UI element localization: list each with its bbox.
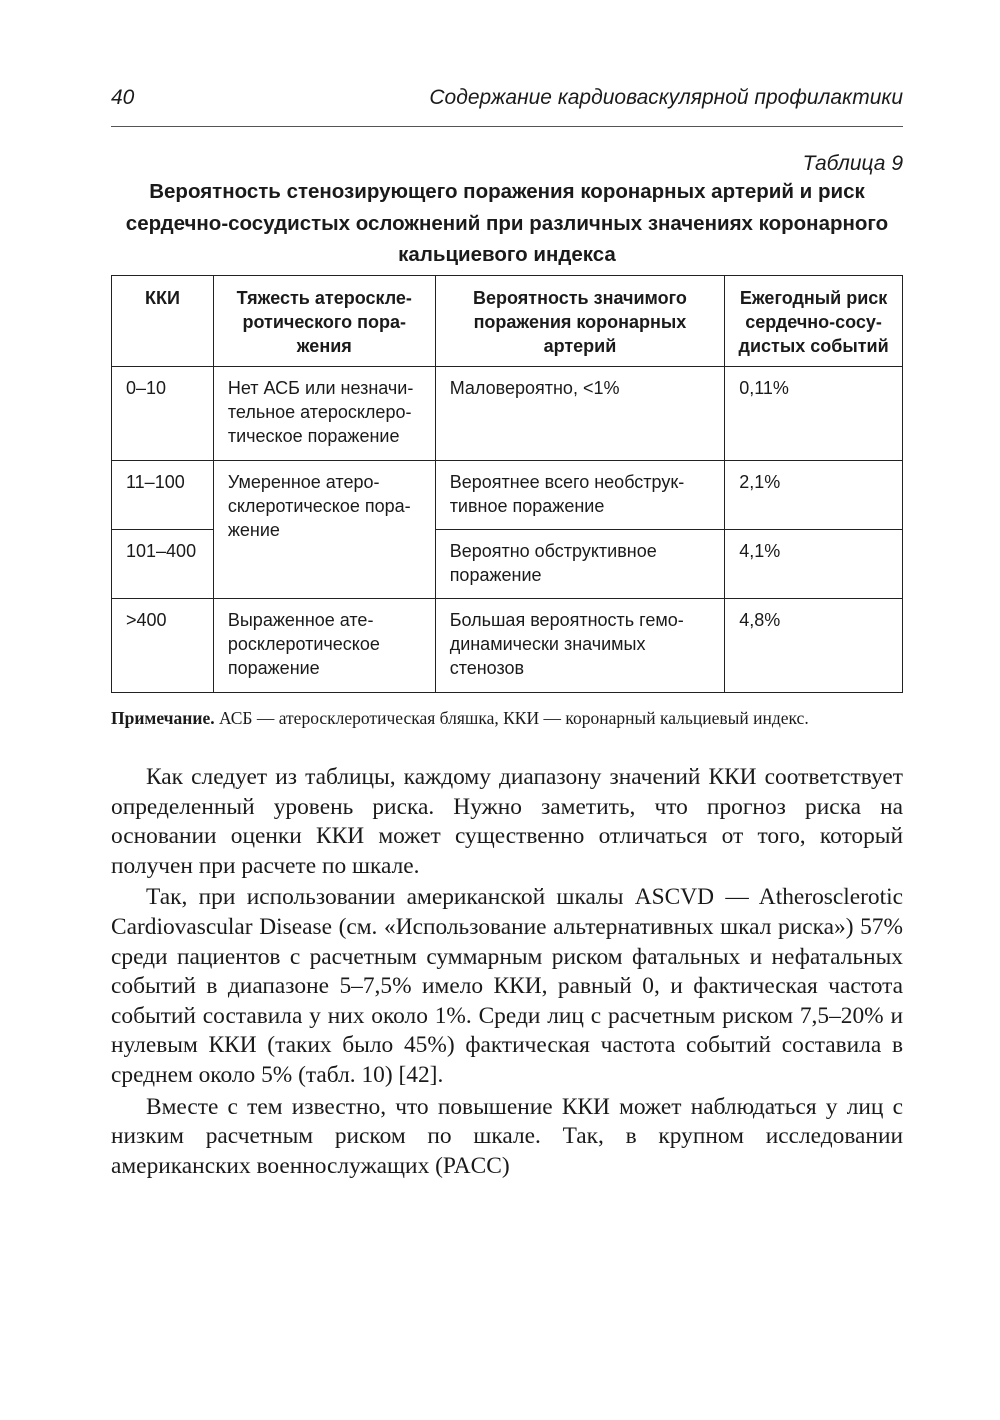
- running-title: Содержание кардиоваскулярной профилактики: [429, 86, 903, 109]
- page-header: [111, 86, 903, 120]
- paragraph: Так, при использовании американской шкалы ASCVD — Atherosclerotic Cardiovascular Disease (см. «Использование альтернативных шкал риска») 57% среди пациентов с расчетным суммарным риском фатальных и нефатальных событий в диапазоне 5–7,5% имело ККИ, равный 0, и фактическая частота событий составила у них около 1%. Среди лиц с расчетным риском 7,5–20% и нулевым ККИ (таких было 45%) фактическая частота событий составила в среднем около 5% (табл. 10) [42].: [111, 884, 903, 1088]
- cell-probability: Маловероятно, <1%: [435, 367, 725, 461]
- cell-risk: 2,1%: [725, 461, 903, 530]
- paragraph: Как следует из таблицы, каждому диапазону значений ККИ соответствует определенный уровень риска. Нужно заметить, что прогноз риска на основании оценки ККИ может существенно отличаться от того, который получен при расчете по шкале.: [111, 764, 903, 879]
- table-note: [111, 706, 903, 730]
- risk-table: [111, 275, 903, 693]
- cell-probability: Вероятнее всего необструк-тивное поражение: [435, 461, 725, 530]
- cell-probability: Вероятно обструктивное поражение: [435, 530, 725, 599]
- cell-risk: 0,11%: [725, 367, 903, 461]
- paragraph: Вместе с тем известно, что повышение ККИ может наблюдаться у лиц с низким расчетным риском по шкале. Так, в крупном исследовании американских военнослужащих (PACC): [111, 1093, 903, 1179]
- header-divider: [111, 126, 903, 127]
- cell-risk: 4,8%: [725, 599, 903, 693]
- cell-severity: Умеренное атеро-склеротическое пора-жение: [213, 461, 435, 599]
- cell-severity: Нет АСБ или незначи-тельное атеросклеро-тическое поражение: [213, 367, 435, 461]
- note-label: Примечание.: [111, 708, 215, 728]
- column-header-risk: Ежегодный риск сердечно-сосу-дистых событий: [725, 276, 903, 367]
- table-row: [112, 599, 903, 693]
- cell-kki: 101–400: [112, 530, 214, 599]
- table-row: [112, 367, 903, 461]
- cell-kki: >400: [112, 599, 214, 693]
- cell-kki: 0–10: [112, 367, 214, 461]
- table-row: [112, 461, 903, 530]
- cell-risk: 4,1%: [725, 530, 903, 599]
- column-header-kki: ККИ: [112, 276, 214, 367]
- table-header-row: [112, 276, 903, 367]
- table-caption: Вероятность стенозирующего поражения коронарных артерий и риск сердечно-сосудистых осложнений при различных значениях коронарного кальциевого индекса: [125, 180, 889, 266]
- note-text: АСБ — атеросклеротическая бляшка, ККИ — коронарный кальциевый индекс.: [218, 708, 809, 728]
- cell-kki: 11–100: [112, 461, 214, 530]
- page-number: 40: [111, 86, 135, 109]
- table-label: Таблица 9: [802, 152, 903, 175]
- column-header-probability: Вероятность значимого поражения коронарных артерий: [435, 276, 725, 367]
- cell-probability: Большая вероятность гемо-динамически значимых стенозов: [435, 599, 725, 693]
- body-text: [111, 763, 903, 1183]
- cell-severity: Выраженное ате-росклеротическое поражение: [213, 599, 435, 693]
- column-header-severity: Тяжесть атероскле-ротического пора-жения: [213, 276, 435, 367]
